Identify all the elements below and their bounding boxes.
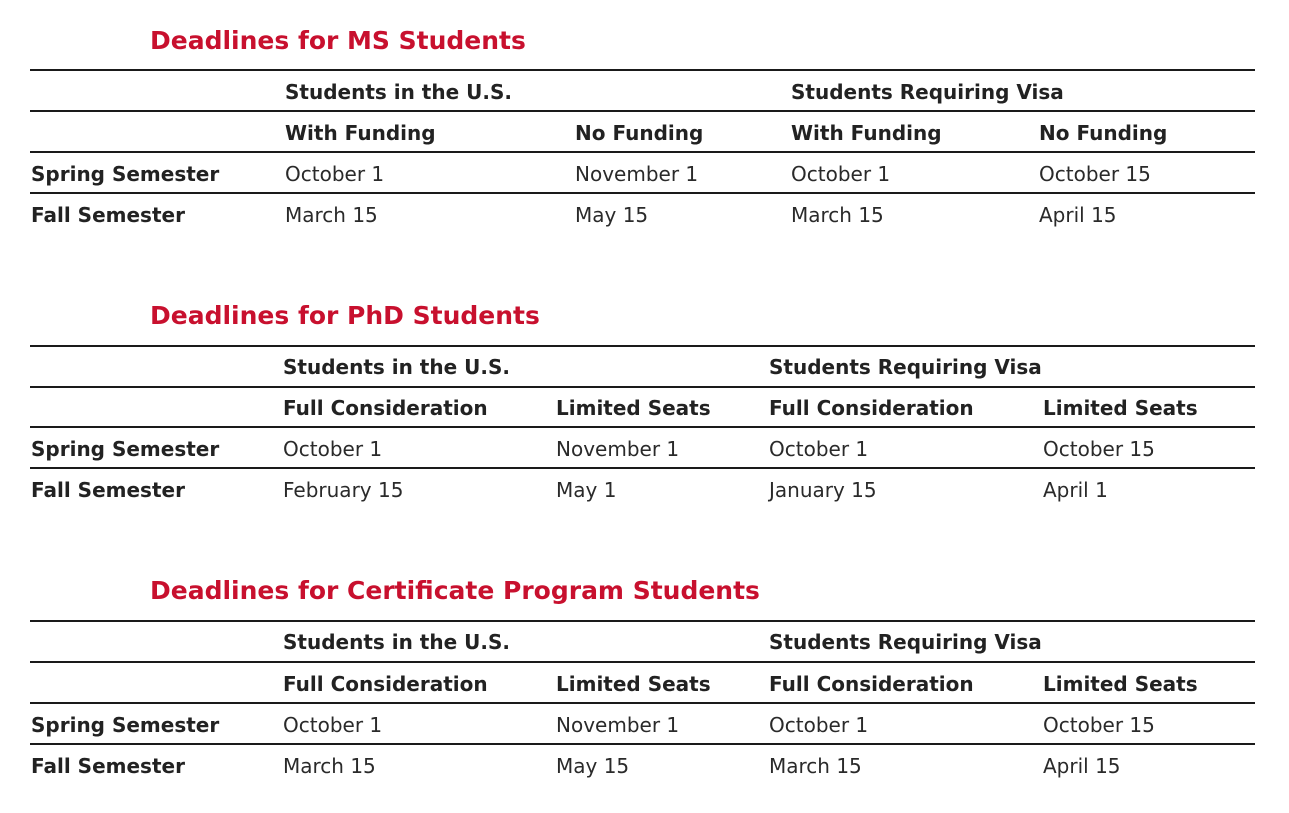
column-header: Full Consideration bbox=[769, 396, 974, 420]
table-cell: October 1 bbox=[283, 713, 383, 737]
column-header: Limited Seats bbox=[1043, 396, 1198, 420]
table-cell: May 1 bbox=[556, 478, 617, 502]
row-label-spring: Spring Semester bbox=[31, 162, 220, 186]
group-header-us: Students in the U.S. bbox=[283, 355, 510, 379]
row-label-spring: Spring Semester bbox=[31, 713, 220, 737]
column-header: Limited Seats bbox=[1043, 672, 1198, 696]
table-cell: November 1 bbox=[575, 162, 699, 186]
table-cell: October 1 bbox=[769, 437, 869, 461]
group-header-visa: Students Requiring Visa bbox=[769, 355, 1042, 379]
row-label-spring: Spring Semester bbox=[31, 437, 220, 461]
group-header-visa: Students Requiring Visa bbox=[769, 630, 1042, 654]
table-cell: October 1 bbox=[283, 437, 383, 461]
row-label-fall: Fall Semester bbox=[31, 754, 185, 778]
column-header: With Funding bbox=[791, 121, 942, 145]
column-header: With Funding bbox=[285, 121, 436, 145]
table-cell: February 15 bbox=[283, 478, 404, 502]
certificate-deadlines-title: Deadlines for Certificate Program Students bbox=[150, 576, 760, 605]
table-cell: October 15 bbox=[1043, 437, 1155, 461]
table-rule bbox=[30, 743, 1255, 745]
table-cell: April 15 bbox=[1043, 754, 1121, 778]
column-header: No Funding bbox=[1039, 121, 1168, 145]
table-cell: April 15 bbox=[1039, 203, 1117, 227]
table-cell: November 1 bbox=[556, 713, 680, 737]
table-cell: May 15 bbox=[575, 203, 649, 227]
table-cell: October 1 bbox=[769, 713, 869, 737]
row-label-fall: Fall Semester bbox=[31, 478, 185, 502]
table-cell: November 1 bbox=[556, 437, 680, 461]
table-cell: March 15 bbox=[283, 754, 376, 778]
column-header: Limited Seats bbox=[556, 396, 711, 420]
ms-deadlines-title: Deadlines for MS Students bbox=[150, 26, 526, 55]
table-cell: March 15 bbox=[791, 203, 884, 227]
column-header: Limited Seats bbox=[556, 672, 711, 696]
table-rule bbox=[30, 702, 1255, 704]
column-header: No Funding bbox=[575, 121, 704, 145]
table-rule bbox=[30, 620, 1255, 622]
table-cell: March 15 bbox=[769, 754, 862, 778]
group-header-us: Students in the U.S. bbox=[283, 630, 510, 654]
group-header-us: Students in the U.S. bbox=[285, 80, 512, 104]
row-label-fall: Fall Semester bbox=[31, 203, 185, 227]
group-header-visa: Students Requiring Visa bbox=[791, 80, 1064, 104]
column-header: Full Consideration bbox=[283, 396, 488, 420]
table-cell: March 15 bbox=[285, 203, 378, 227]
table-cell: October 15 bbox=[1039, 162, 1151, 186]
table-cell: May 15 bbox=[556, 754, 630, 778]
table-cell: October 1 bbox=[285, 162, 385, 186]
column-header: Full Consideration bbox=[769, 672, 974, 696]
table-rule bbox=[30, 661, 1255, 663]
table-cell: October 15 bbox=[1043, 713, 1155, 737]
table-cell: April 1 bbox=[1043, 478, 1108, 502]
table-cell: October 1 bbox=[791, 162, 891, 186]
table-cell: January 15 bbox=[769, 478, 877, 502]
column-header: Full Consideration bbox=[283, 672, 488, 696]
phd-deadlines-title: Deadlines for PhD Students bbox=[150, 301, 540, 330]
